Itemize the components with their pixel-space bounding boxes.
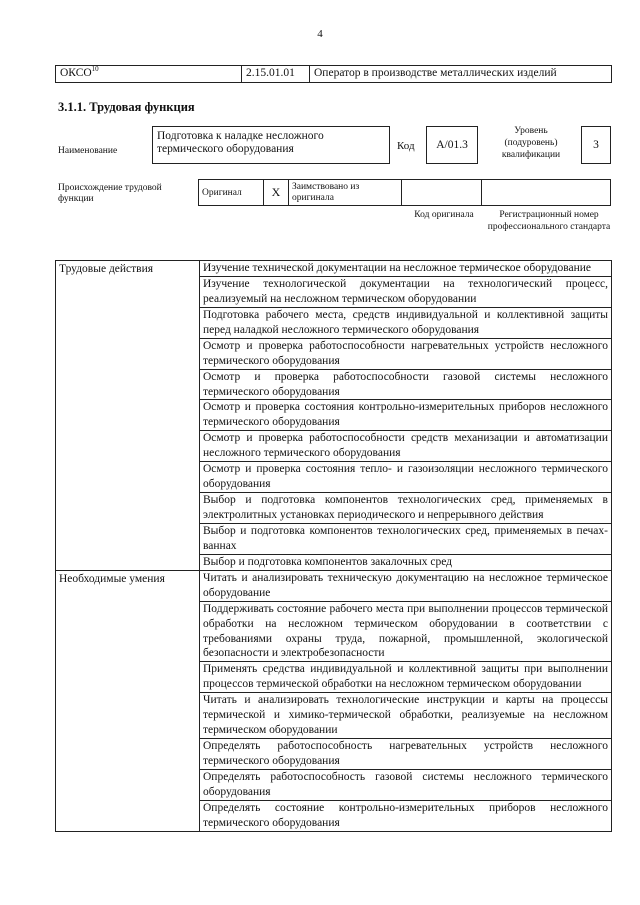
function-table bbox=[55, 260, 612, 832]
table-row bbox=[56, 570, 612, 601]
section-heading: 3.1.1. Трудовая функция bbox=[58, 100, 195, 114]
origin-original: Оригинал bbox=[199, 180, 264, 205]
table-cell: Выбор и подготовка компонентов технологических сред, применяемых в электролитных установках периодического и непрерывного действия bbox=[200, 493, 612, 524]
table-cell: Читать и анализировать техническую документацию на несложное термическое оборудование bbox=[200, 570, 612, 601]
page-number: 4 bbox=[317, 28, 323, 40]
okso-name: Оператор в производстве металлических изделий bbox=[314, 67, 557, 79]
table-cell: Подготовка рабочего места, средств индивидуальной и коллективной защиты перед наладкой несложного термического оборудования bbox=[200, 307, 612, 338]
level-label: Уровень (подуровень) квалификации bbox=[501, 126, 561, 160]
origin-borrowed: Заимствовано из оригинала bbox=[289, 180, 402, 205]
table-cell: Применять средства индивидуальной и коллективной защиты при выполнении процессов термической обработки на несложном термическом оборудовании bbox=[200, 662, 612, 693]
table-cell: Осмотр и проверка работоспособности газовой системы несложного термического оборудования bbox=[200, 369, 612, 400]
table-cell: Осмотр и проверка работоспособности нагревательных устройств несложного термического оборудования bbox=[200, 338, 612, 369]
table-cell: Определять работоспособность газовой системы несложного термического оборудования bbox=[200, 769, 612, 800]
table-cell: Поддерживать состояние рабочего места при выполнении процессов термической обработки на несложном термическом оборудовании в соответствии с требованиями охраны труда, пожарной, промышленной, экологической безопасности и электробезопасности bbox=[200, 601, 612, 662]
section-title: Трудовые действия bbox=[56, 261, 200, 571]
table-cell: Определять работоспособность нагревательных устройств несложного термического оборудования bbox=[200, 739, 612, 770]
table-cell: Читать и анализировать технологические инструкции и карты на процессы термической и химико-термической обработки, реализуемые на несложном термическом оборудовании bbox=[200, 693, 612, 739]
table-cell: Осмотр и проверка состояния тепло- и газоизоляции несложного термического оборудования bbox=[200, 462, 612, 493]
table-cell: Определять состояние контрольно-измерительных приборов несложного термического оборудования bbox=[200, 800, 612, 831]
okso-row bbox=[55, 65, 612, 83]
table-cell: Выбор и подготовка компонентов технологических сред, применяемых в печах-ваннах bbox=[200, 523, 612, 554]
origin-mark: X bbox=[264, 180, 289, 205]
table-cell: Осмотр и проверка работоспособности средств механизации и автоматизации несложного термического оборудования bbox=[200, 431, 612, 462]
section-title: Необходимые умения bbox=[56, 570, 200, 831]
level-value: 3 bbox=[581, 126, 611, 164]
table-row bbox=[56, 261, 612, 277]
function-code: A/01.3 bbox=[426, 126, 478, 164]
reg-number-label: Регистрационный номер профессионального стандарта bbox=[487, 210, 611, 233]
table-cell: Выбор и подготовка компонентов закалочных сред bbox=[200, 554, 612, 570]
code-label: Код bbox=[397, 140, 415, 152]
origin-code-cell bbox=[402, 180, 482, 205]
code-original-label: Код оригинала bbox=[414, 210, 474, 220]
okso-label: ОКСО bbox=[60, 67, 92, 79]
table-cell: Осмотр и проверка состояния контрольно-измерительных приборов несложного термического оборудования bbox=[200, 400, 612, 431]
okso-code: 2.15.01.01 bbox=[242, 66, 310, 82]
origin-label: Происхождение трудовой функции bbox=[58, 183, 162, 205]
okso-label-cell bbox=[56, 66, 242, 82]
name-label: Наименование bbox=[58, 146, 118, 156]
okso-footnote: 10 bbox=[91, 65, 99, 74]
table-cell: Изучение технической документации на несложное термическое оборудование bbox=[200, 261, 612, 277]
table-cell: Изучение технологической документации на технологический процесс, реализуемый на несложном термическом оборудовании bbox=[200, 276, 612, 307]
origin-table bbox=[198, 179, 611, 206]
function-name: Подготовка к наладке несложного термического оборудования bbox=[152, 126, 390, 164]
origin-reg-cell bbox=[482, 180, 610, 205]
